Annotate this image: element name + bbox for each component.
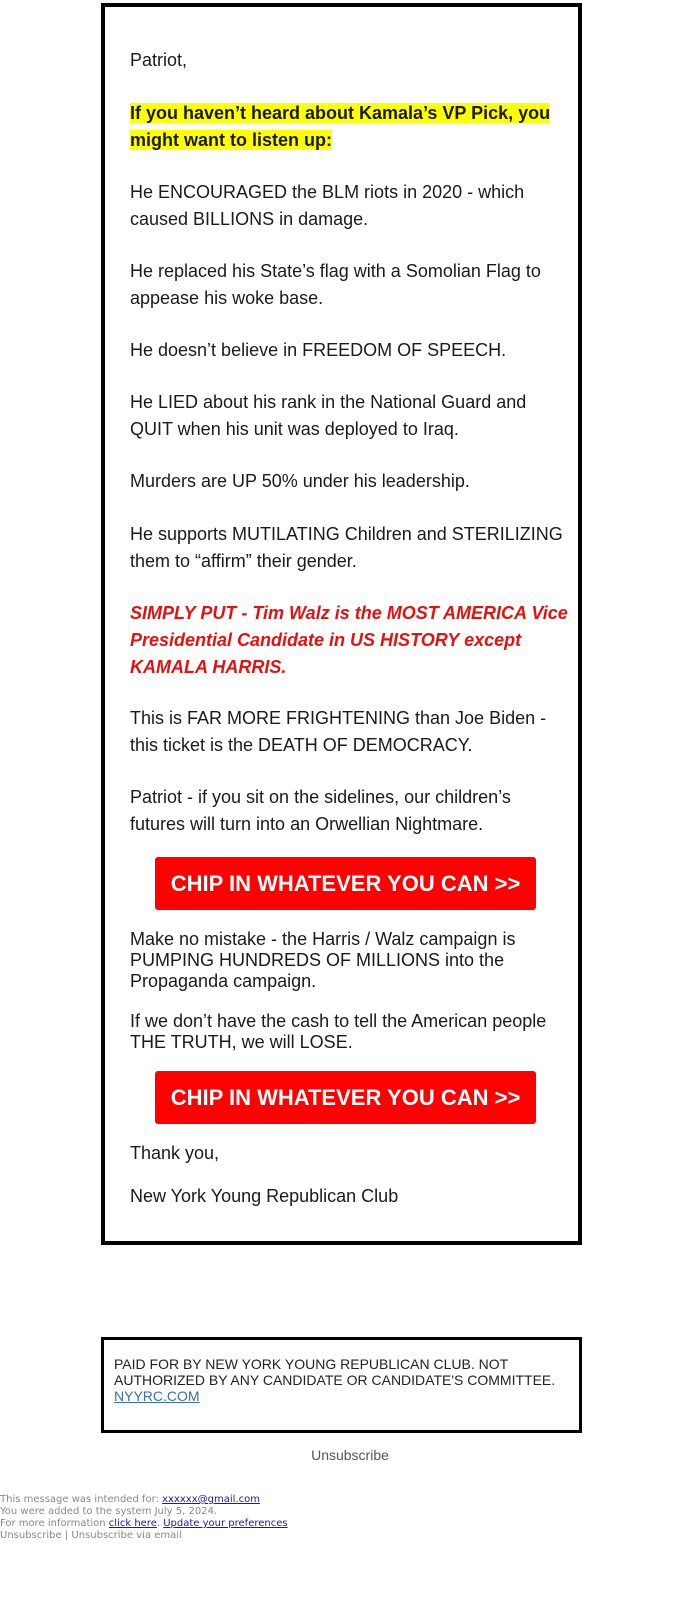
paragraph-children: He supports MUTILATING Children and STERILIZING them to “affirm” their gender.: [130, 524, 563, 571]
paid-for-disclaimer: [101, 1337, 582, 1433]
unsubscribe-link[interactable]: Unsubscribe: [311, 1447, 389, 1463]
nyyrc-link[interactable]: NYYRC.COM: [114, 1388, 200, 1404]
greeting: Patriot,: [130, 50, 188, 70]
added-line: You were added to the system July 5, 2024.: [0, 1506, 218, 1517]
unsubscribe-line: [0, 1530, 288, 1542]
chip-in-button-1[interactable]: CHIP IN WHATEVER YOU CAN >>: [155, 857, 536, 910]
signature: New York Young Republican Club: [130, 1186, 399, 1206]
info-line: For more information click here. Update your preferences: [0, 1518, 288, 1529]
headline-highlight: If you haven’t heard about Kamala’s VP Pick, you might want to listen up:: [130, 103, 551, 150]
footer-separator: |: [64, 1530, 69, 1541]
disclaimer-text-block: [114, 1356, 564, 1404]
unsubscribe-email-link[interactable]: Unsubscribe via email: [71, 1530, 182, 1541]
paragraph-blm: He ENCOURAGED the BLM riots in 2020 - which caused BILLIONS in damage.: [130, 182, 525, 229]
paragraph-guard: He LIED about his rank in the National Guard and QUIT when his unit was deployed to Iraq.: [130, 392, 527, 439]
intended-line: [0, 1494, 288, 1506]
red-statement: SIMPLY PUT - Tim Walz is the MOST AMERICA Vice Presidential Candidate in US HISTORY except KAMALA HARRIS.: [130, 603, 568, 677]
info-prefix: For more information: [0, 1518, 106, 1529]
footer-unsubscribe-link[interactable]: Unsubscribe: [0, 1530, 62, 1541]
intended-prefix: This message was intended for:: [0, 1494, 159, 1505]
paragraph-speech: He doesn’t believe in FREEDOM OF SPEECH.: [130, 340, 507, 360]
paragraph-flag: He replaced his State’s flag with a Somolian Flag to appease his woke base.: [130, 261, 541, 308]
email-card: [101, 3, 582, 1245]
paragraph-cash: If we don’t have the cash to tell the American people THE TRUTH, we will LOSE.: [130, 1011, 547, 1052]
recipient-email-link[interactable]: xxxxxx@gmail.com: [162, 1494, 260, 1505]
disclaimer-text: PAID FOR BY NEW YORK YOUNG REPUBLICAN CLUB. NOT AUTHORIZED BY ANY CANDIDATE OR CANDIDATE'S COMMITTEE.: [114, 1356, 556, 1388]
chip-in-button-2[interactable]: CHIP IN WHATEVER YOU CAN >>: [155, 1071, 536, 1124]
paragraph-frightening: This is FAR MORE FRIGHTENING than Joe Biden - this ticket is the DEATH OF DEMOCRACY.: [130, 708, 547, 755]
headline: [130, 100, 570, 154]
signoff: Thank you,: [130, 1143, 220, 1163]
paragraph-murders: Murders are UP 50% under his leadership.: [130, 471, 470, 491]
paragraph-mistake: Make no mistake - the Harris / Walz campaign is PUMPING HUNDREDS OF MILLIONS into the Propaganda campaign.: [130, 929, 516, 991]
paragraph-sidelines: Patriot - if you sit on the sidelines, our children’s futures will turn into an Orwellian Nightmare.: [130, 787, 511, 834]
click-here-link[interactable]: click here: [108, 1518, 157, 1529]
update-preferences-link[interactable]: Update your preferences: [163, 1518, 288, 1529]
email-footer: [0, 1494, 288, 1542]
